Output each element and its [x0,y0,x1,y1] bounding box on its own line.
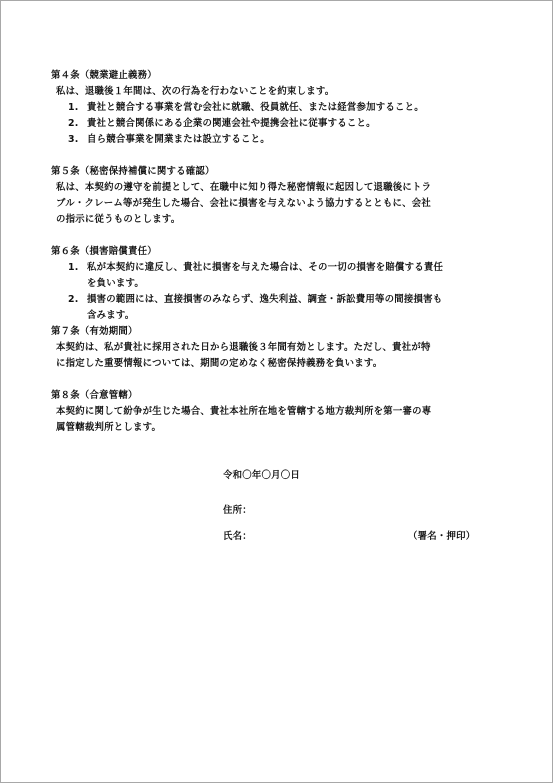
article-8-heading: 第８条（合意管轄） [51,390,138,401]
list-item-line: 損害の範囲には、直接損害のみならず、逸失利益、調査・訴訟費用等の間接損害も [87,294,443,305]
list-item-number: 2. [68,294,79,305]
address-label: 住所： [223,505,252,516]
article-8-line: 本契約に関して紛争が生じた場合、貴社本社所在地を管轄する地方裁判所を第一審の専 [56,406,432,417]
article-7-line: 本契約は、私が貴社に採用された日から退職後３年間有効とします。ただし、貴社が特 [56,342,431,353]
article-5-line: ブル・クレーム等が発生した場合、会社に損害を与えないよう協力するとともに、会社 [56,198,432,209]
article-8 [51,388,506,436]
article-4-list [51,100,506,148]
list-item-number: 3. [68,134,79,145]
article-5-heading: 第５条（秘密保持補償に関する確認） [51,166,215,177]
list-item-line: を負います。 [87,278,144,289]
list-item-line: 私が本契約に違反し、貴社に損害を与えた場合は、その一切の損害を賠償する責任 [87,262,444,273]
article-7 [51,324,506,372]
article-5-line: の指示に従うものとします。 [56,214,181,225]
signature-date: 令和〇年〇月〇日 [223,470,301,481]
list-item-text: 貴社と競合関係にある企業の関連会社や提携会社に従事すること。 [87,118,376,129]
list-item-line: 含みます。 [87,310,135,321]
name-label: 氏名： [223,531,252,542]
article-4 [51,68,506,148]
article-8-line: 属管轄裁判所とします。 [56,422,162,433]
article-7-line: に指定した重要情報については、期間の定めなく秘密保持義務を負います。 [56,358,383,369]
article-5 [51,164,506,228]
list-item-number: 1. [68,262,79,273]
article-6-heading: 第６条（損害賠償責任） [51,246,157,257]
list-item [51,100,506,116]
list-item-number: 1. [68,102,79,113]
article-7-heading: 第７条（有効期間） [51,326,138,337]
list-item-number: 2. [68,118,79,129]
list-item [51,132,506,148]
document-body [51,68,506,436]
list-item-text: 貴社と競合する事業を営む会社に就職、役員就任、または経営参加すること。 [87,102,424,113]
list-item [51,292,506,324]
list-item-text: 自ら競合事業を開業または設立すること。 [87,134,270,145]
article-5-line: 私は、本契約の遵守を前提として、在職中に知り得た秘密情報に起因して退職後にトラ [56,182,432,193]
list-item [51,260,506,292]
seal-note: （署名・押印） [408,531,476,542]
article-6-list [51,260,506,324]
article-6 [51,244,506,324]
list-item [51,116,506,132]
article-4-heading: 第４条（競業避止義務） [51,70,157,81]
article-4-intro: 私は、退職後１年間は、次の行為を行わないことを約束します。 [56,86,335,97]
